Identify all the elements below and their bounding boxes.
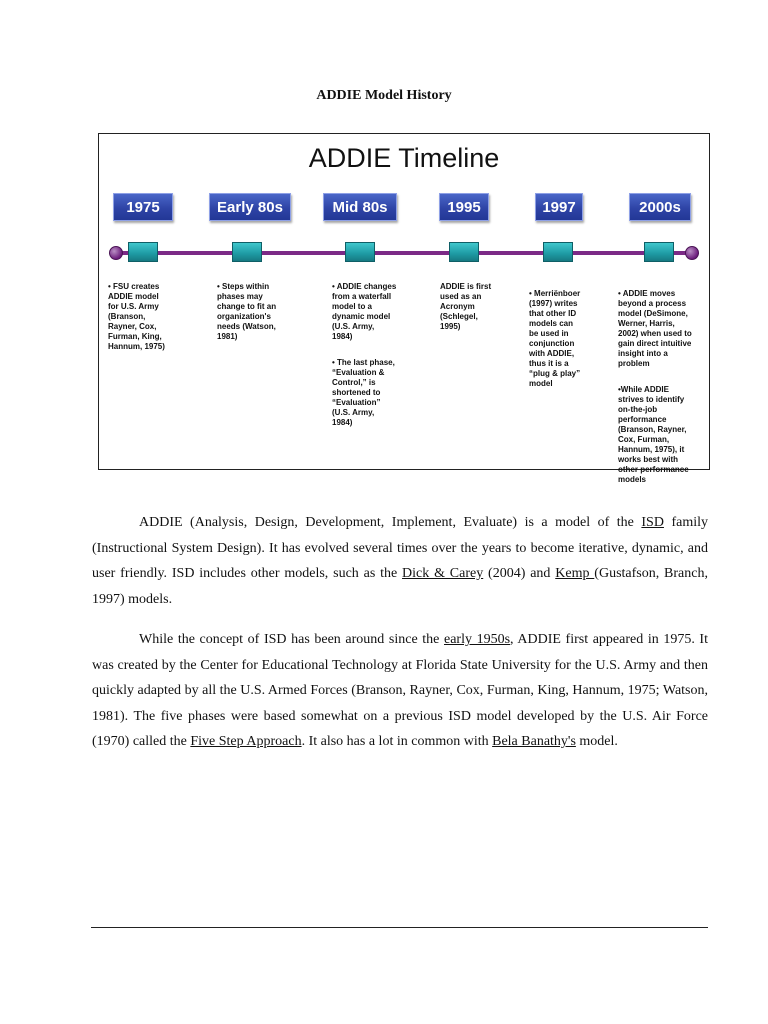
- note-text: • Steps within phases may change to fit an organization's needs (Watson, 1981): [217, 282, 277, 341]
- note-text: • The last phase, “Evaluation & Control,” is shortened to “Evaluation” (U.S. Army, 1984): [332, 358, 395, 427]
- paragraph-2: [92, 627, 708, 755]
- timeline-marker-mid-80s: [345, 242, 375, 262]
- note-text: • ADDIE moves beyond a process model (DeSimone, Werner, Harris, 2002) when used to gain direct intuitive insight into a problem: [618, 289, 692, 368]
- era-label-2000s: 2000s: [629, 193, 691, 221]
- timeline-marker-1995: [449, 242, 479, 262]
- era-label-mid-80s: Mid 80s: [323, 193, 397, 221]
- paragraph-text: (2004) and: [483, 566, 556, 581]
- note-mid-80s: [332, 272, 396, 444]
- addie-timeline-figure: [98, 133, 710, 484]
- era-label-1975: 1975: [113, 193, 173, 221]
- link-bela-banathy[interactable]: Bela Banathy's: [492, 734, 576, 749]
- note-text: •While ADDIE strives to identify on-the-job performance (Branson, Rayner, Cox, Furman, Hannum, 1975), it works best with other performance models: [618, 385, 689, 484]
- timeline-start-dot: [109, 246, 123, 260]
- timeline-end-dot: [685, 246, 699, 260]
- timeline-marker-2000s: [644, 242, 674, 262]
- paragraph-text: , ADDIE first appeared in 1975. It was created by the Center for Educational Technology at Florida State University for the U.S. Army and then quickly adapted by all the U.S. Armed Forces (Branson, Rayner, Cox, Furman, King, Hannum, 1975; Watson, 1981). The five phases were based somewhat on a previous ISD model developed by the U.S. Air Force (1970) called the: [92, 632, 708, 749]
- note-1997: [529, 279, 580, 405]
- link-isd[interactable]: ISD: [641, 515, 664, 530]
- timeline-axis: [115, 251, 693, 255]
- note-text: ADDIE is first used as an Acronym (Schlegel, 1995): [440, 282, 492, 331]
- paragraph-1: [92, 510, 708, 612]
- note-text: • FSU creates ADDIE model for U.S. Army (Branson, Rayner, Cox, Furman, King, Hannum, 1975): [108, 282, 165, 351]
- note-2000s: [618, 279, 692, 501]
- note-1995: [440, 272, 491, 348]
- link-kemp[interactable]: Kemp: [555, 566, 595, 581]
- timeline-marker-1997: [543, 242, 573, 262]
- note-1975: [108, 272, 165, 368]
- paragraph-text: . It also has a lot in common with: [301, 734, 493, 749]
- note-text: • Merriënboer (1997) writes that other ID models can be used in conjunction with ADDIE, thus it is a “plug & play” model: [529, 289, 581, 388]
- timeline-marker-early-80s: [232, 242, 262, 262]
- figure-title: ADDIE Timeline: [308, 143, 500, 173]
- note-early-80s: [217, 272, 276, 358]
- paragraph-text: (Gustafson, Branch, 1997) models.: [92, 566, 708, 607]
- document-title: ADDIE Model History: [316, 88, 452, 103]
- era-label-1995: 1995: [439, 193, 489, 221]
- note-text: • ADDIE changes from a waterfall model to a dynamic model (U.S. Army, 1984): [332, 282, 397, 341]
- link-early-1950s[interactable]: early 1950s: [444, 632, 511, 647]
- paragraph-text: ADDIE (Analysis, Design, Development, Implement, Evaluate) is a model of the: [139, 515, 642, 530]
- paragraph-text: While the concept of ISD has been around since the: [139, 632, 444, 647]
- link-five-step-approach[interactable]: Five Step Approach: [190, 734, 302, 749]
- era-label-1997: 1997: [535, 193, 583, 221]
- paragraph-text: model.: [575, 734, 618, 749]
- era-label-early-80s: Early 80s: [209, 193, 291, 221]
- paragraph-text: family (Instructional System Design). It has evolved several times over the years to become iterative, dynamic, and user friendly. ISD includes other models, such as the: [92, 515, 708, 581]
- timeline-marker-1975: [128, 242, 158, 262]
- link-dick-carey[interactable]: Dick & Carey: [402, 566, 484, 581]
- footer-rule: [91, 927, 708, 928]
